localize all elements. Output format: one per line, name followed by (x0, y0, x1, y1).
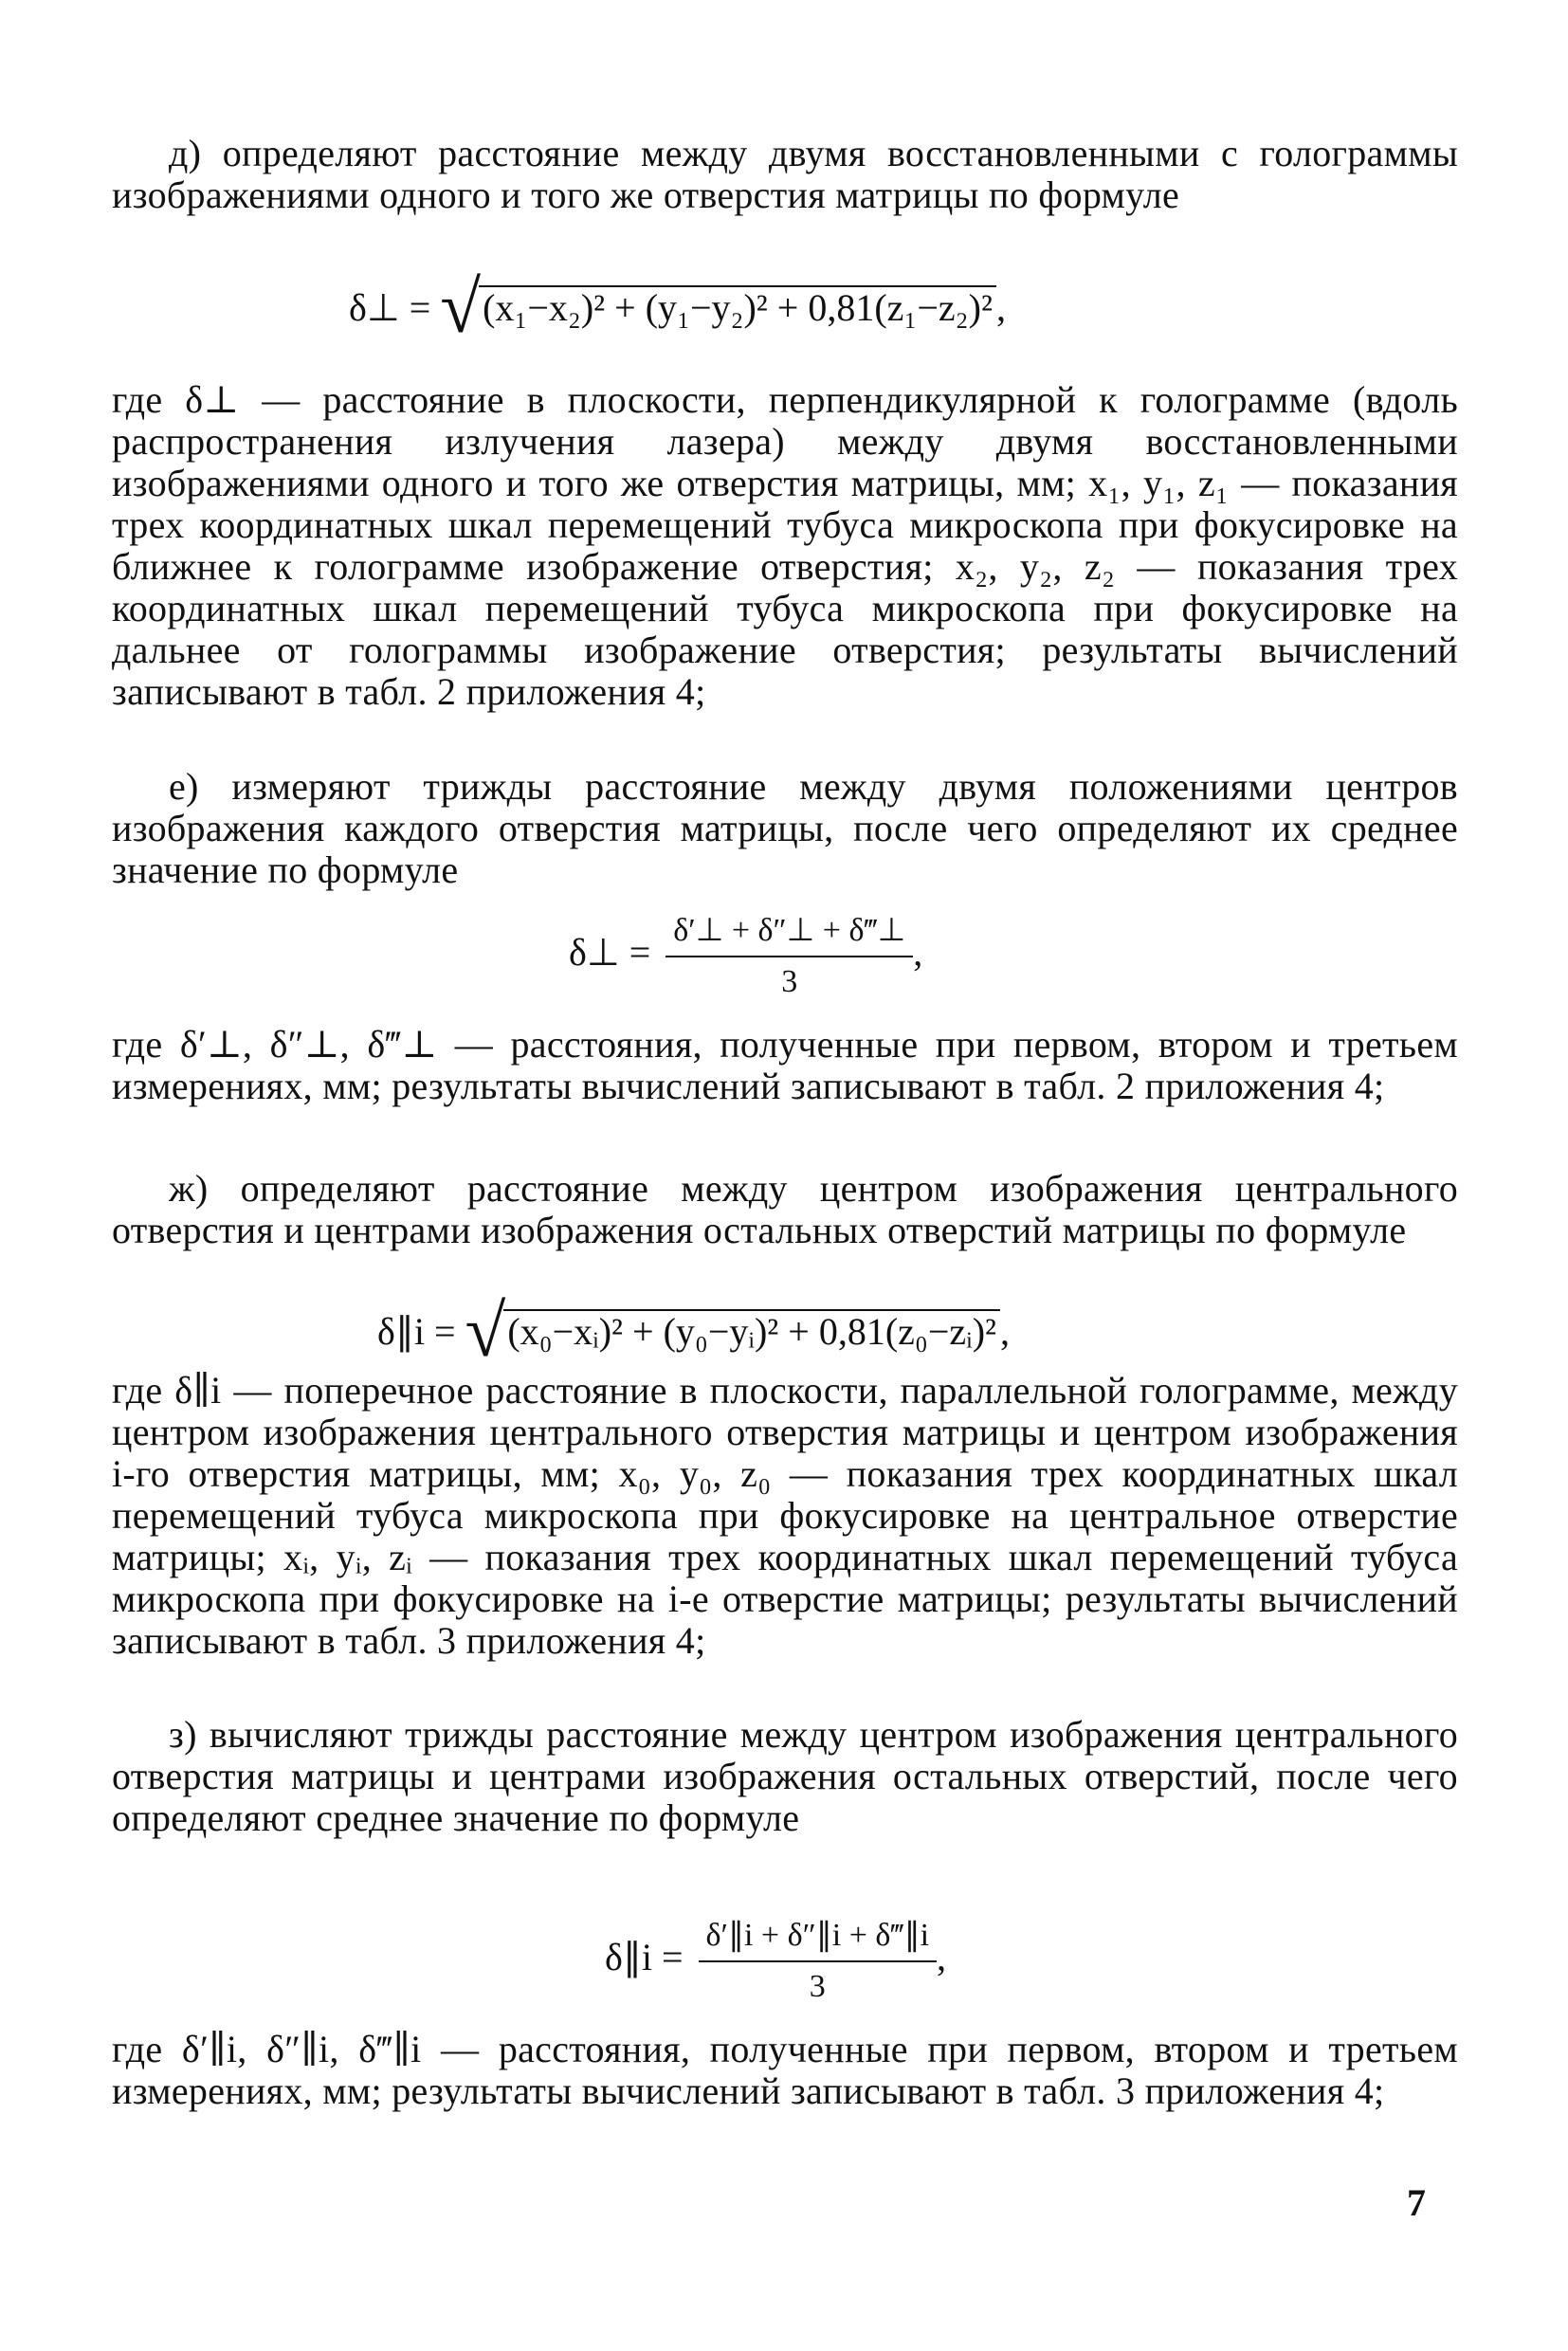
paragraph-text: где δ∥i — поперечное расстояние в плоскости, параллельной голограмме, между центром изображения центрального отверстия матрицы и центром изображения i-го отверстия матрицы, мм; x₀, y₀, z₀ — показания трех координатных шкал перемещений тубуса микроскопа при фокусировке на центральное отверстие матрицы; xᵢ, yᵢ, zᵢ — показания трех координатных шкал перемещений тубуса микроскопа при фокусировке на i-е отверстие матрицы; результаты вычислений записывают в табл. 3 приложения 4; (112, 1369, 1458, 1662)
formula-radicand: (x₁−x₂)² + (y₁−y₂)² + 0,81(z₁−z₂)² (479, 285, 996, 329)
formula-delta-perp-sqrt (349, 265, 1006, 348)
paragraph-text: з) вычисляют трижды расстояние между центром изображения центрального отверстия матрицы и центрами изображения остальных отверстий, после чего определяют среднее значение по формуле (112, 1713, 1458, 1839)
fraction (699, 1915, 938, 2008)
paragraph-d-explanation (112, 379, 1458, 713)
formula-lhs: δ∥i = (377, 1310, 456, 1353)
formula-tail: , (995, 286, 1006, 329)
fraction (665, 910, 913, 1003)
formula-lhs: δ⊥ = (569, 931, 651, 975)
formula-lhs: δ⊥ = (349, 286, 431, 329)
formula-delta-parallel-sqrt (377, 1289, 1011, 1372)
formula-delta-perp-mean (569, 910, 922, 1003)
paragraph-text: где δ′⊥, δ″⊥, δ‴⊥ — расстояния, полученные при первом, втором и третьем измерениях, мм; результаты вычислений записывают в табл. 2 приложения 4; (112, 1023, 1458, 1107)
formula-tail: , (1000, 1310, 1011, 1353)
paragraph-d (112, 133, 1458, 216)
fraction-denominator: 3 (781, 964, 798, 999)
paragraph-text: ж) определяют расстояние между центром изображения центрального отверстия и центрами изображения остальных отверстий матрицы по формуле (112, 1167, 1458, 1251)
paragraph-text: е) измеряют трижды расстояние между двумя положениями центров изображения каждого отверстия матрицы, после чего определяют их среднее значение по формуле (112, 765, 1458, 891)
paragraph-zh-explanation (112, 1370, 1458, 1662)
formula-tail: , (913, 931, 923, 975)
sqrt-symbol: √ (440, 265, 482, 348)
page-number: 7 (1407, 2181, 1426, 2224)
formula-radicand: (x₀−xᵢ)² + (y₀−yᵢ)² + 0,81(z₀−zᵢ)² (503, 1309, 1000, 1353)
paragraph-e (112, 766, 1458, 891)
fraction-denominator: 3 (809, 1969, 826, 2004)
paragraph-z-explanation (112, 2029, 1458, 2112)
paragraph-text: где δ′∥i, δ″∥i, δ‴∥i — расстояния, полученные при первом, втором и третьем измерениях, мм; результаты вычислений записывают в табл. 3 приложения 4; (112, 2028, 1458, 2112)
sqrt-symbol: √ (465, 1289, 506, 1372)
paragraph-text: д) определяют расстояние между двумя восстановленными с голограммы изображениями одного и того же отверстия матрицы по формуле (112, 132, 1458, 216)
paragraph-z (112, 1714, 1458, 1839)
paragraph-zh (112, 1168, 1458, 1251)
fraction-numerator: δ′∥i + δ″∥i + δ‴∥i (699, 1915, 938, 1962)
fraction-numerator: δ′⊥ + δ″⊥ + δ‴⊥ (665, 910, 913, 957)
paragraph-text: где δ⊥ — расстояние в плоскости, перпендикулярной к голограмме (вдоль распространения излучения лазера) между двумя восстановленными изображениями одного и того же отверстия матрицы, мм; x₁, y₁, z₁ — показания трех координатных шкал перемещений тубуса микроскопа при фокусировке на ближнее к голограмме изображение отверстия; x₂, y₂, z₂ — показания трех координатных шкал перемещений тубуса микроскопа при фокусировке на дальнее от голограммы изображение отверстия; результаты вычислений записывают в табл. 2 приложения 4; (112, 378, 1458, 713)
paragraph-e-explanation (112, 1024, 1458, 1107)
formula-delta-parallel-mean (605, 1915, 946, 2008)
formula-lhs: δ∥i = (605, 1936, 684, 1979)
formula-tail: , (937, 1936, 947, 1979)
